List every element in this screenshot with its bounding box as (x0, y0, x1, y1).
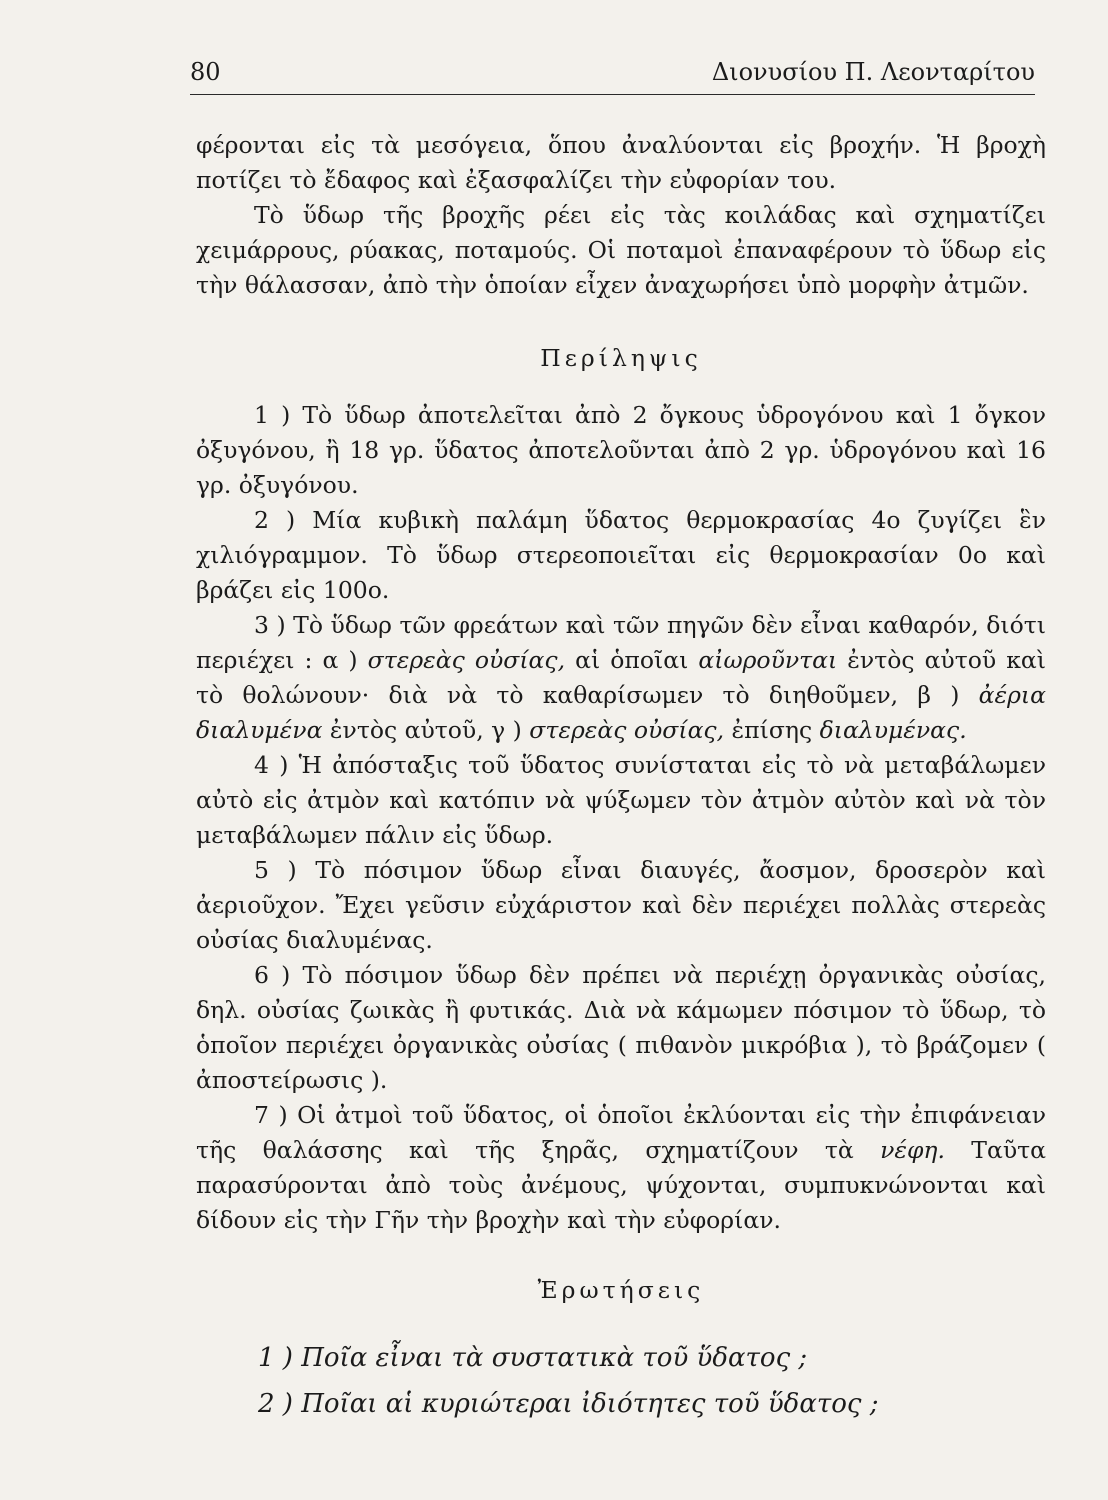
page-number: 80 (190, 58, 221, 86)
question-2: 2 ) Ποῖαι αἱ κυριώτεραι ἰδιότητες τοῦ ὕδατος ; (258, 1389, 879, 1419)
text-span: 3 ) Τὸ ὕδωρ τῶν φρεάτων καὶ τῶν πηγῶν δὲν εἶναι καθαρόν, διότι περιέχει : α ) (196, 611, 1046, 674)
summary-heading: Περίληψις (540, 344, 702, 372)
text-span: αἱ ὁποῖαι (565, 646, 699, 674)
summary-item-5: 5 ) Τὸ πόσιμον ὕδωρ εἶναι διαυγές, ἄοσμον, δροσερὸν καὶ ἀεριοῦχον. Ἔχει γεῦσιν εὐχάριστον καὶ δὲν περιέχει πολλὰς στερεὰς οὐσίας διαλυμένας. (196, 856, 1046, 954)
running-title: Διονυσίου Π. Λεονταρίτου (711, 58, 1035, 86)
emphasis: στερεὰς οὐσίας, (367, 646, 566, 674)
summary-item-3 (196, 608, 1046, 748)
summary-items (196, 398, 1046, 1238)
summary-item-2: 2 ) Μία κυβικὴ παλάμη ὕδατος θερμοκρασίας 4ο ζυγίζει ἓν χιλιόγραμμον. Τὸ ὕδωρ στερεοποιεῖται εἰς θερμοκρασίαν 0ο καὶ βράζει εἰς 100ο. (196, 506, 1046, 604)
text-span: 7 ) Οἱ ἀτμοὶ τοῦ ὕδατος, οἱ ὁποῖοι ἐκλύονται εἰς τὴν ἐπιφάνειαν τῆς θαλάσσης καὶ τῆς ξηρᾶς, σχηματίζουν τὰ (196, 1101, 1046, 1164)
question-1: 1 ) Ποῖα εἶναι τὰ συστατικὰ τοῦ ὕδατος ; (258, 1343, 808, 1373)
page-header (190, 58, 1035, 86)
intro-paragraph-2: Τὸ ὕδωρ τῆς βροχῆς ρέει εἰς τὰς κοιλάδας καὶ σχηματίζει χειμάρρους, ρύακας, ποταμούς. Οἱ ποταμοὶ ἐπαναφέρουν τὸ ὕδωρ εἰς τὴν θάλασσαν, ἀπὸ τὴν ὁποίαν εἶχεν ἀναχωρήσει ὑπὸ μορφὴν ἀτμῶν. (196, 201, 1046, 299)
header-rule (190, 94, 1035, 95)
text-span: ἐντὸς αὐτοῦ καὶ τὸ θολώνουν· διὰ νὰ τὸ καθαρίσωμεν τὸ διηθοῦμεν, β ) (196, 646, 1046, 709)
text-span: ἐντὸς αὐτοῦ, γ ) (322, 716, 530, 744)
emphasis: αἰωροῦνται (698, 646, 838, 674)
intro-paragraph-1: φέρονται εἰς τὰ μεσόγεια, ὅπου ἀναλύονται εἰς βροχήν. Ἡ βροχὴ ποτίζει τὸ ἔδαφος καὶ ἐξασφαλίζει τὴν εὐφορίαν του. (196, 131, 1046, 194)
summary-item-1: 1 ) Τὸ ὕδωρ ἀποτελεῖται ἀπὸ 2 ὄγκους ὑδρογόνου καὶ 1 ὄγκον ὀξυγόνου, ἢ 18 γρ. ὕδατος ἀποτελοῦνται ἀπὸ 2 γρ. ὑδρογόνου καὶ 16 γρ. ὀξυγόνου. (196, 401, 1046, 499)
questions-heading: Ἐρωτήσεις (537, 1276, 705, 1304)
text-span: ἐπίσης (724, 716, 820, 744)
summary-item-6: 6 ) Τὸ πόσιμον ὕδωρ δὲν πρέπει νὰ περιέχῃ ὀργανικὰς οὐσίας, δηλ. οὐσίας ζωικὰς ἢ φυτικάς. Διὰ νὰ κάμωμεν πόσιμον τὸ ὕδωρ, τὸ ὁποῖον περιέχει ὀργανικὰς οὐσίας ( πιθανὸν μικρόβια ), τὸ βράζομεν ( ἀποστείρωσις ). (196, 961, 1046, 1094)
summary-item-7 (196, 1098, 1046, 1238)
emphasis: ἀέρια διαλυμένα (196, 681, 1046, 744)
questions-section (196, 1273, 1046, 1308)
intro-text (196, 128, 1046, 303)
emphasis: νέφη. (880, 1136, 945, 1164)
summary-item-4: 4 ) Ἡ ἀπόσταξις τοῦ ὕδατος συνίσταται εἰς τὸ νὰ μεταβάλωμεν αὐτὸ εἰς ἀτμὸν καὶ κατόπιν νὰ ψύξωμεν τὸν ἀτμὸν αὐτὸν καὶ νὰ τὸν μεταβάλωμεν πάλιν εἰς ὕδωρ. (196, 751, 1046, 849)
emphasis: διαλυμένας. (819, 716, 967, 744)
questions-list (196, 1335, 1046, 1427)
summary-section (196, 341, 1046, 376)
emphasis: στερεὰς οὐσίας, (529, 716, 725, 744)
text-span: Ταῦτα παρασύρονται ἀπὸ τοὺς ἀνέμους, ψύχονται, συμπυκνώνονται καὶ δίδουν εἰς τὴν Γῆν τὴν βροχὴν καὶ τὴν εὐφορίαν. (196, 1136, 1046, 1234)
